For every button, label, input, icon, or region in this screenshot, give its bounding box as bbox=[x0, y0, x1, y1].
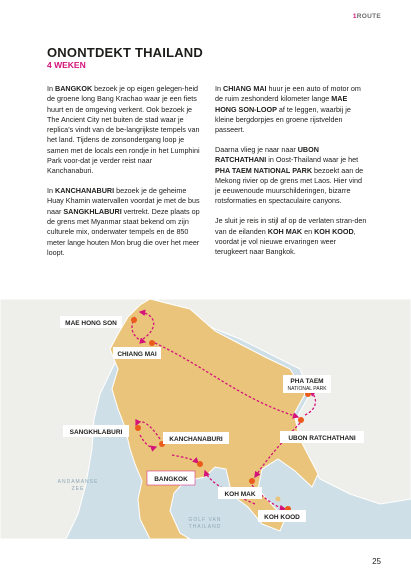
text: bezoek je de geheime Huay Khamin watervallen voordat je met de bus naar bbox=[47, 186, 200, 216]
label-bangkok bbox=[147, 471, 195, 485]
label-mae-hong-son bbox=[60, 316, 122, 328]
marker-koh-mak bbox=[249, 478, 255, 484]
svg-text:UBON RATCHATHANI: UBON RATCHATHANI bbox=[288, 435, 356, 442]
text: bezoek je op eigen gelegen-heid de groene long Bang Krachao waar je een fiets huurt en de omgeving verkent. Ook bezoek je The Ancient City net buiten de stad waar je replica’s vindt van de be-langrijkste tempels van het land. Tijdens de zonsondergang loop je samen met de locals een rondje in het Lumphini Park voor-dat je verder reist naar Kanchanaburi. bbox=[47, 84, 200, 176]
text: In bbox=[215, 84, 223, 93]
text: In bbox=[47, 84, 55, 93]
svg-text:BANGKOK: BANGKOK bbox=[154, 476, 188, 483]
text: Je sluit je reis in stijl af op de verlaten stran-den van de eilanden bbox=[215, 216, 367, 236]
paragraph-islands bbox=[215, 216, 368, 257]
text: , voordat je vol nieuwe ervaringen weer terugkeert naar Bangkok. bbox=[215, 226, 356, 257]
paragraph-chiang-mai bbox=[215, 84, 368, 135]
section-number: 1 bbox=[352, 13, 357, 20]
route-map bbox=[0, 299, 411, 539]
island-koh-mak bbox=[276, 497, 281, 502]
svg-text:MAE HONG SON: MAE HONG SON bbox=[65, 320, 117, 327]
text: en bbox=[302, 226, 315, 236]
marker-mae-hong-son bbox=[131, 317, 137, 323]
place-koh-mak: KOH MAK bbox=[267, 226, 303, 236]
place-bangkok: BANGKOK bbox=[55, 84, 93, 93]
svg-text:PHA TAEM: PHA TAEM bbox=[290, 378, 324, 385]
marker-chiang-mai bbox=[149, 340, 155, 346]
marker-bangkok bbox=[197, 461, 203, 467]
section-label: ROUTE bbox=[356, 13, 381, 20]
sea-label-andaman-1: ANDAMANSE bbox=[57, 479, 99, 485]
place-mae-hong-son-loop: MAE HONG SON-LOOP bbox=[215, 94, 348, 114]
page-subtitle: 4 WEKEN bbox=[47, 60, 86, 70]
text: huur je een auto of motor om de ruim zeshonderd kilometer lange bbox=[215, 84, 361, 104]
label-koh-mak bbox=[218, 487, 262, 499]
text: Daarna vlieg je naar naar bbox=[215, 144, 298, 154]
section-tag bbox=[353, 13, 381, 20]
svg-text:SANGKHLABURI: SANGKHLABURI bbox=[69, 429, 123, 436]
svg-text:KANCHANABURI: KANCHANABURI bbox=[169, 436, 223, 443]
sea-label-gulf-1: GOLF VAN bbox=[188, 517, 222, 523]
svg-text:CHIANG MAI: CHIANG MAI bbox=[117, 351, 157, 358]
sea-label-andaman-2: ZEE bbox=[71, 486, 85, 492]
place-pha-taem: PHA TAEM NATIONAL PARK bbox=[215, 165, 313, 175]
label-koh-kood bbox=[258, 510, 306, 522]
place-chiang-mai: CHIANG MAI bbox=[223, 84, 267, 93]
label-chiang-mai bbox=[113, 347, 161, 359]
text: vertrekt. Deze plaats op de grens met Myanmar staat bekend om zijn culturele mix, onderwater tempels en de 850 meter lange houten Mon brug die over het meer loopt. bbox=[47, 206, 200, 257]
paragraph-kanchanaburi bbox=[47, 186, 200, 258]
place-koh-kood: KOH KOOD bbox=[314, 226, 354, 236]
right-column bbox=[215, 84, 368, 267]
place-ubon-ratchathani: UBON RATCHATHANI bbox=[215, 144, 319, 165]
text: bezoekt aan de Mekong rivier op de grens met Laos. Hier vind je eeuwenoude muurschilderingen, bizarre rotsformaties en spectaculaire canyons. bbox=[215, 165, 364, 206]
place-sangkhlaburi: SANGKHLABURI bbox=[63, 206, 122, 216]
sea-label-gulf-2: THAILAND bbox=[188, 524, 222, 530]
label-ubon bbox=[280, 431, 364, 443]
page-title: ONONTDEKT THAILAND bbox=[47, 45, 203, 60]
label-sangkhlaburi bbox=[63, 425, 129, 437]
marker-ubon bbox=[298, 417, 304, 423]
place-kanchanaburi: KANCHANABURI bbox=[55, 186, 115, 196]
paragraph-ubon bbox=[215, 145, 368, 207]
paragraph-bangkok bbox=[47, 84, 200, 177]
left-column bbox=[47, 84, 200, 268]
svg-text:NATIONAL PARK: NATIONAL PARK bbox=[287, 386, 327, 392]
marker-sangkhlaburi bbox=[135, 425, 141, 431]
text: af te leggen, waarbij je kleine bergdorpjes en groene rijstvelden passeert. bbox=[215, 104, 351, 135]
label-kanchanaburi bbox=[163, 432, 229, 444]
text: in Oost-Thailand waar je het bbox=[266, 155, 359, 165]
text: In bbox=[47, 186, 55, 196]
page-number: 25 bbox=[372, 557, 381, 566]
label-pha-taem bbox=[283, 375, 331, 393]
svg-text:KOH KOOD: KOH KOOD bbox=[264, 514, 300, 521]
svg-text:KOH MAK: KOH MAK bbox=[224, 491, 256, 498]
